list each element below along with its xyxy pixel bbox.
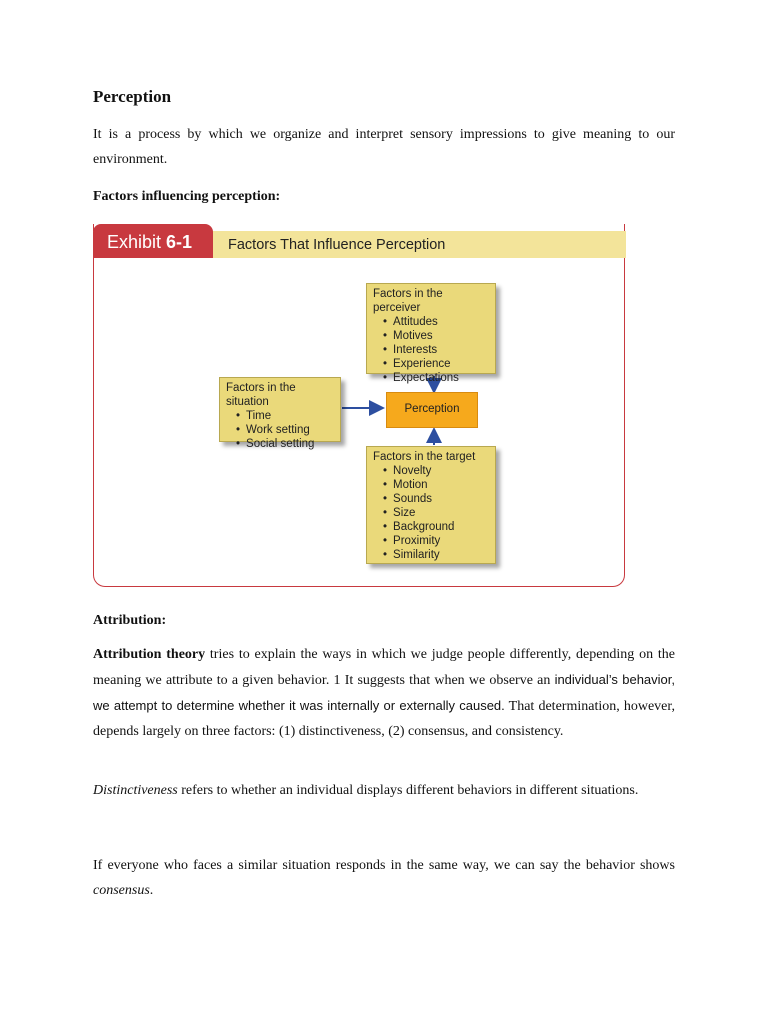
- exhibit-tab-prefix: Exhibit: [107, 232, 167, 252]
- distinctiveness-text: refers to whether an individual displays different behaviors in different situations.: [177, 783, 639, 798]
- target-item: • Novelty: [383, 464, 489, 478]
- attribution-text-2: That determination, however, depends largely on three factors: (1) distinctiveness, (2) consensus, and consistency.: [93, 699, 675, 739]
- target-item: • Size: [383, 506, 489, 520]
- perceiver-item: • Interests: [383, 343, 489, 357]
- situation-box: [219, 377, 341, 450]
- page-title: Perception: [93, 87, 172, 106]
- situation-item: • Social setting: [236, 437, 334, 451]
- consensus-end: .: [149, 883, 154, 898]
- target-title: Factors in the target: [373, 451, 476, 463]
- perceiver-item: • Attitudes: [383, 315, 489, 329]
- perceiver-item: • Expectations: [383, 371, 489, 385]
- target-item: • Proximity: [383, 534, 489, 548]
- exhibit-tab-number: 6-1: [166, 232, 193, 252]
- perceiver-title: Factors in the perceiver: [373, 288, 443, 314]
- target-item: • Sounds: [383, 492, 489, 506]
- distinctiveness-term: Distinctiveness: [93, 783, 178, 798]
- situation-title: Factors in the situation: [226, 382, 296, 408]
- attribution-text-sans: individual’s behavior, we attempt to determine whether it was internally or externally caused.: [93, 672, 675, 713]
- consensus-paragraph: [93, 853, 675, 903]
- perceiver-item: • Motives: [383, 329, 489, 343]
- distinctiveness-paragraph: [93, 778, 675, 803]
- attribution-text-1: tries to explain the ways in which we judge people differently, depending on the meaning we attribute to a given behavior. 1 It suggests that when we observe an: [93, 647, 675, 688]
- attribution-term: Attribution theory: [93, 647, 206, 662]
- perception-box: Perception: [386, 392, 478, 428]
- exhibit-figure: [93, 224, 625, 588]
- situation-item: • Time: [236, 409, 334, 423]
- exhibit-title: Factors That Influence Perception: [228, 237, 446, 253]
- attribution-heading: Attribution:: [93, 613, 167, 628]
- consensus-term: consensus: [93, 883, 150, 898]
- perceiver-box: [366, 283, 496, 384]
- arrows: [93, 224, 625, 588]
- intro-paragraph: It is a process by which we organize and interpret sensory impressions to give meaning to our environment.: [93, 127, 675, 167]
- target-item: • Motion: [383, 478, 489, 492]
- consensus-text: If everyone who faces a similar situation responds in the same way, we can say the behavior shows: [93, 858, 675, 873]
- factors-heading: Factors influencing perception:: [93, 189, 281, 204]
- target-box: [366, 446, 496, 564]
- target-item: • Similarity: [383, 548, 489, 562]
- attribution-paragraph: [93, 642, 675, 744]
- target-item: • Background: [383, 520, 489, 534]
- situation-item: • Work setting: [236, 423, 334, 437]
- perceiver-item: • Experience: [383, 357, 489, 371]
